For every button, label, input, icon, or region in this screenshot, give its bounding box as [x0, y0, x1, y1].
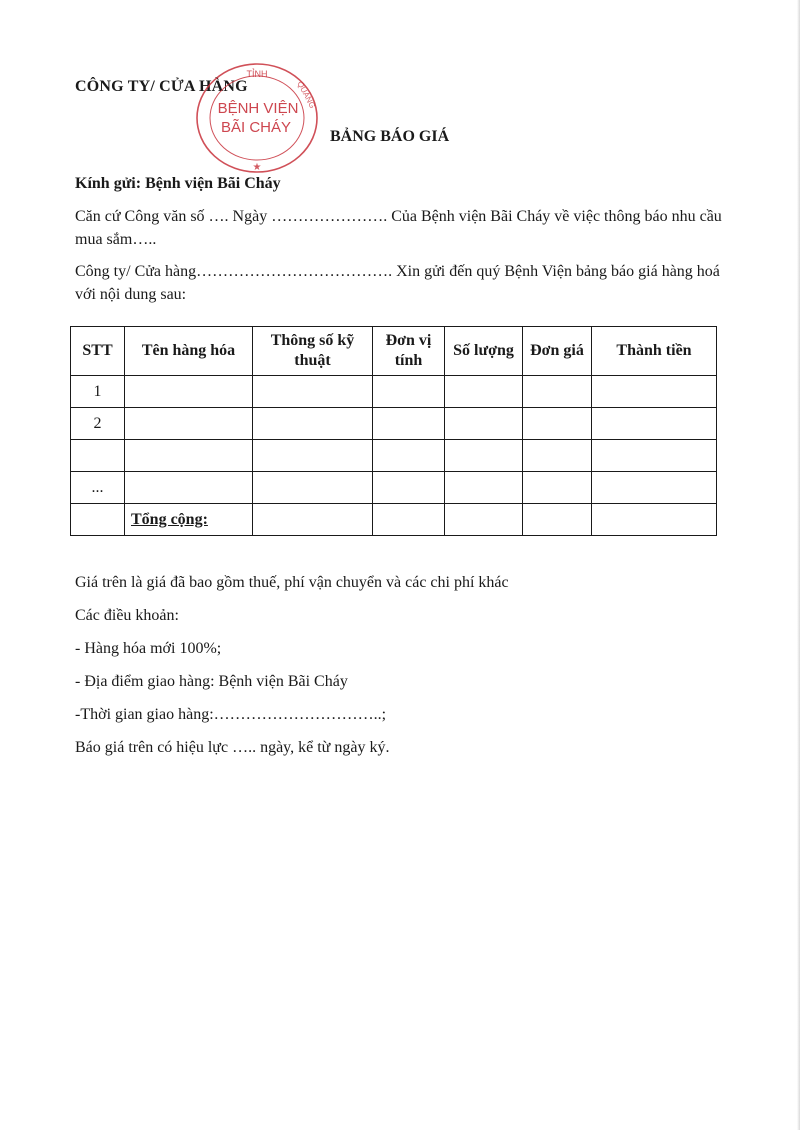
- cell-unit-price: [523, 472, 592, 504]
- cell-quantity: [445, 440, 523, 472]
- cell-item-name: [125, 440, 253, 472]
- cell-amount: [592, 472, 717, 504]
- col-header-unit: Đơn vị tính: [373, 327, 445, 376]
- stamp-line-2: BÃI CHÁY: [220, 119, 292, 136]
- hospital-stamp: [192, 60, 322, 180]
- cell-unit: [373, 440, 445, 472]
- cell-item-name: [125, 408, 253, 440]
- table-row: [71, 472, 717, 504]
- col-header-quantity: Số lượng: [445, 327, 523, 376]
- cell-specs: [253, 504, 373, 536]
- col-header-item-name: Tên hàng hóa: [125, 327, 253, 376]
- table-header-row: [71, 327, 717, 376]
- table-total-row: [71, 504, 717, 536]
- cell-unit: [373, 504, 445, 536]
- table-row: [71, 440, 717, 472]
- cell-item-name: [125, 376, 253, 408]
- cell-specs: [253, 376, 373, 408]
- col-header-amount: Thành tiền: [592, 327, 717, 376]
- term-delivery-time: -Thời gian giao hàng:…………………………..;: [75, 706, 387, 723]
- salutation: Kính gửi: Bệnh viện Bãi Cháy: [75, 175, 281, 192]
- col-header-specs: Thông số kỹ thuật: [253, 327, 373, 376]
- document-title: BẢNG BÁO GIÁ: [330, 128, 450, 145]
- cell-specs: [253, 472, 373, 504]
- col-header-unit-price: Đơn giá: [523, 327, 592, 376]
- validity-note: Báo giá trên có hiệu lực ….. ngày, kể từ ngày ký.: [75, 739, 390, 756]
- cell-unit-price: [523, 504, 592, 536]
- cell-total-amount: [592, 504, 717, 536]
- cell-amount: [592, 408, 717, 440]
- cell-stt: [71, 504, 125, 536]
- cell-amount: [592, 376, 717, 408]
- term-new-goods: - Hàng hóa mới 100%;: [75, 640, 222, 657]
- cell-amount: [592, 440, 717, 472]
- cell-stt: 2: [71, 408, 125, 440]
- stamp-side-text: QUẢNG: [295, 79, 318, 110]
- stamp-line-1: BỆNH VIỆN: [217, 100, 299, 117]
- table-row: [71, 376, 717, 408]
- reference-paragraph: Căn cứ Công văn số …. Ngày …………………. Của Bệnh viện Bãi Cháy về việc thông báo nhu cầu mua sắm…..: [75, 208, 722, 248]
- cell-unit: [373, 472, 445, 504]
- company-heading: CÔNG TY/ CỬA HÀNG: [75, 78, 248, 95]
- cell-unit-price: [523, 440, 592, 472]
- quote-table: [70, 326, 717, 536]
- terms-heading: Các điều khoản:: [75, 607, 179, 624]
- cell-stt: ...: [71, 472, 125, 504]
- intro-paragraph: Công ty/ Cửa hàng………………………………. Xin gửi đến quý Bệnh Viện bảng báo giá hàng hoá với nội dung sau:: [75, 263, 720, 303]
- table-row: [71, 408, 717, 440]
- stamp-star-icon: ★: [252, 162, 262, 173]
- cell-quantity: [445, 408, 523, 440]
- cell-quantity: [445, 504, 523, 536]
- cell-unit-price: [523, 408, 592, 440]
- cell-stt: [71, 440, 125, 472]
- cell-unit: [373, 376, 445, 408]
- cell-unit: [373, 408, 445, 440]
- col-header-stt: STT: [71, 327, 125, 376]
- cell-unit-price: [523, 376, 592, 408]
- cell-specs: [253, 408, 373, 440]
- cell-quantity: [445, 472, 523, 504]
- stamp-top-text: TỈNH: [246, 69, 268, 79]
- cell-item-name: [125, 472, 253, 504]
- cell-quantity: [445, 376, 523, 408]
- total-label: Tổng cộng:: [125, 504, 253, 536]
- price-note: Giá trên là giá đã bao gồm thuế, phí vận chuyển và các chi phí khác: [75, 574, 509, 591]
- term-delivery-location: - Địa điểm giao hàng: Bệnh viện Bãi Cháy: [75, 673, 348, 690]
- cell-stt: 1: [71, 376, 125, 408]
- cell-specs: [253, 440, 373, 472]
